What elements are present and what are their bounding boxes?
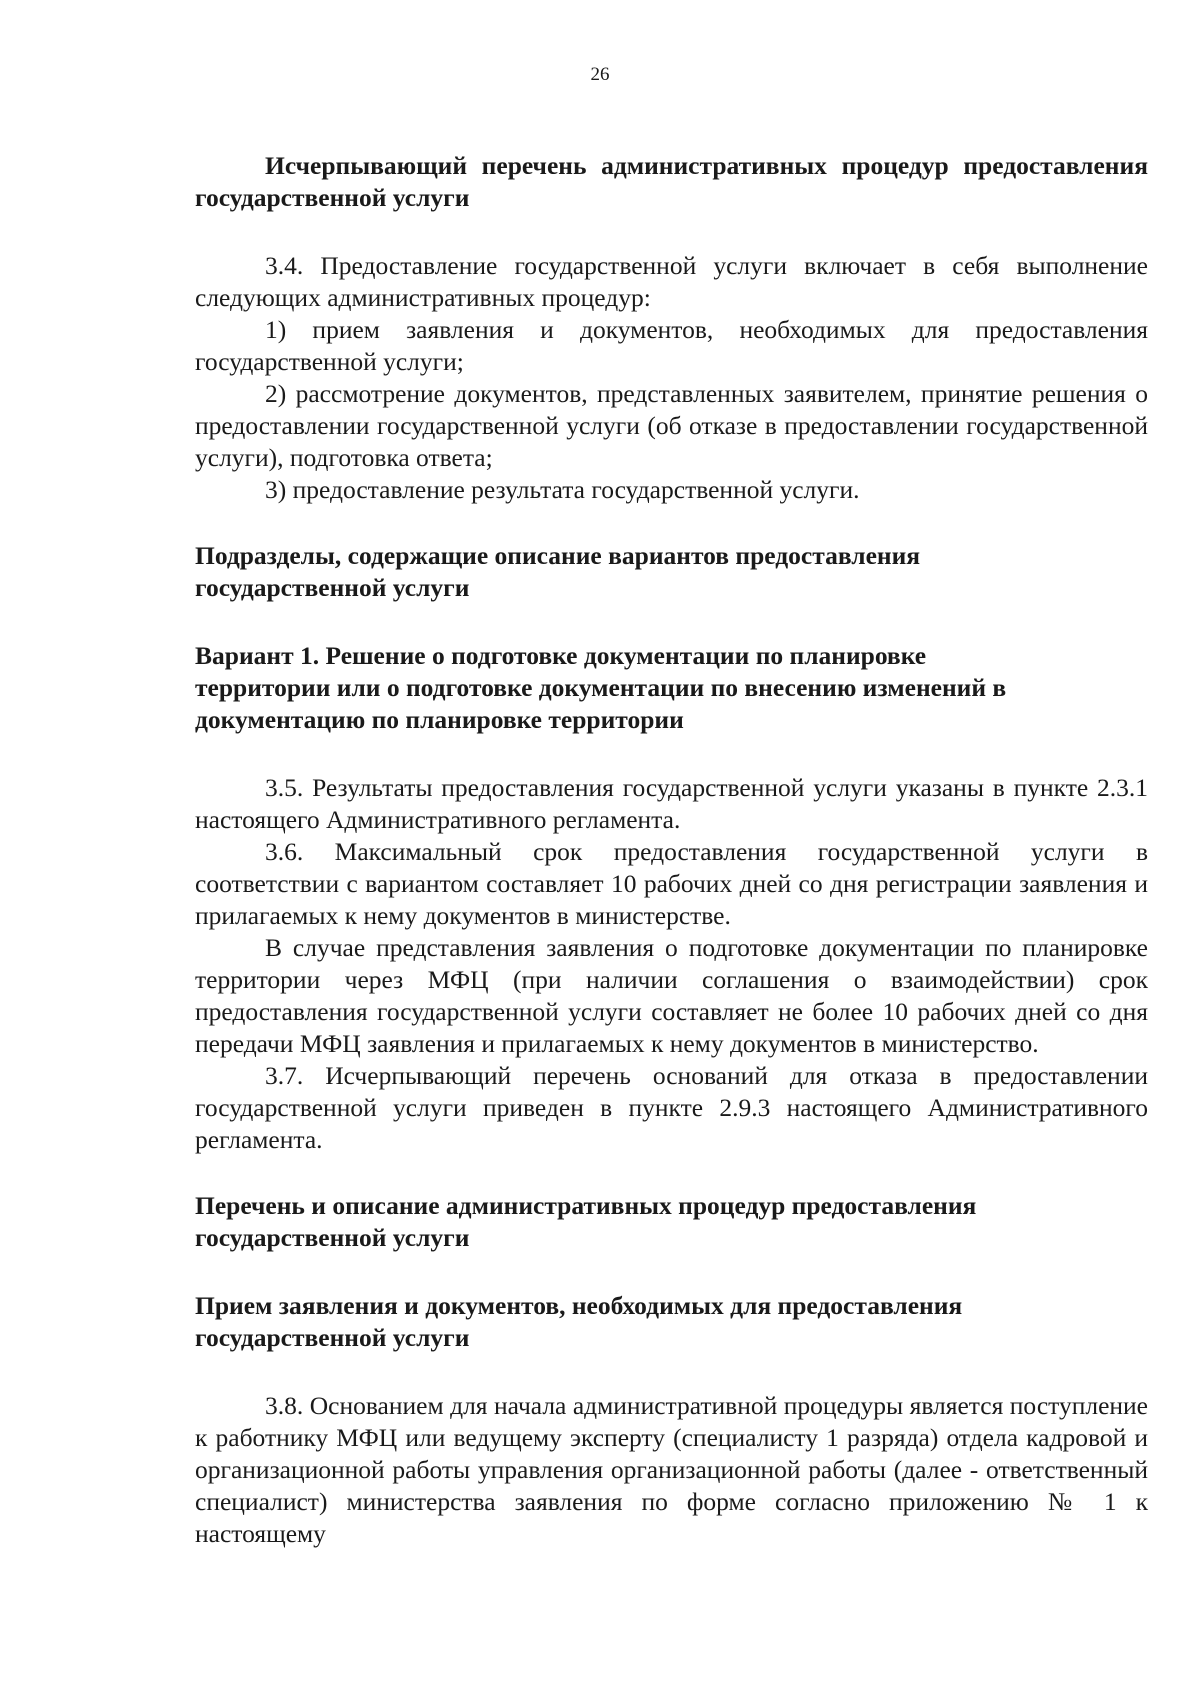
paragraph-3-8: 3.8. Основанием для начала административной процедуры является поступление к работнику МФЦ или ведущему эксперту (специалисту 1 разряда) отдела кадровой и организационной работы управления организационной работы (далее - ответственный специалист) министерства заявления по форме согласно приложению № 1 к настоящему [195, 1391, 1148, 1548]
heading-reception-line-1: Прием заявления и документов, необходимых для предоставления [195, 1291, 963, 1320]
paragraph-3-7: 3.7. Исчерпывающий перечень оснований для отказа в предоставлении государственной услуги приведен в пункте 2.9.3 настоящего Административного регламента. [195, 1061, 1148, 1154]
heading-variant-1-line-3: документацию по планировке территории [195, 705, 684, 734]
heading-subsections-line-1: Подразделы, содержащие описание вариантов предоставления [195, 541, 921, 570]
paragraph-mfc: В случае представления заявления о подготовке документации по планировке территории через МФЦ (при наличии соглашения о взаимодействии) срок предоставления государственной услуги составляет не более 10 рабочих дней со дня передачи МФЦ заявления и прилагаемых к нему документов в министерство. [195, 933, 1148, 1058]
heading-procedures-line-1: Перечень и описание административных процедур предоставления [195, 1191, 977, 1220]
list-item-1: 1) прием заявления и документов, необходимых для предоставления государственной услуги; [195, 315, 1148, 376]
heading-exhaustive-list: Исчерпывающий перечень административных процедур предоставления государственной услуги [195, 151, 1148, 212]
list-item-3: 3) предоставление результата государственной услуги. [265, 475, 860, 504]
page-number: 26 [590, 64, 610, 85]
heading-reception-line-2: государственной услуги [195, 1323, 470, 1352]
paragraph-3-4: 3.4. Предоставление государственной услуги включает в себя выполнение следующих административных процедур: [195, 251, 1148, 312]
paragraph-3-5: 3.5. Результаты предоставления государственной услуги указаны в пункте 2.3.1 настоящего Административного регламента. [195, 773, 1148, 834]
document-body [195, 150, 1148, 1550]
heading-variant-1-line-2: территории или о подготовке документации по внесению изменений в [195, 673, 1007, 702]
heading-procedures-line-2: государственной услуги [195, 1223, 470, 1252]
paragraph-3-6: 3.6. Максимальный срок предоставления государственной услуги в соответствии с вариантом составляет 10 рабочих дней со дня регистрации заявления и прилагаемых к нему документов в министерстве. [195, 837, 1148, 930]
heading-subsections-line-2: государственной услуги [195, 573, 470, 602]
list-item-2: 2) рассмотрение документов, представленных заявителем, принятие решения о предоставлении государственной услуги (об отказе в предоставлении государственной услуги), подготовка ответа; [195, 379, 1148, 472]
heading-variant-1-line-1: Вариант 1. Решение о подготовке документации по планировке [195, 641, 927, 670]
